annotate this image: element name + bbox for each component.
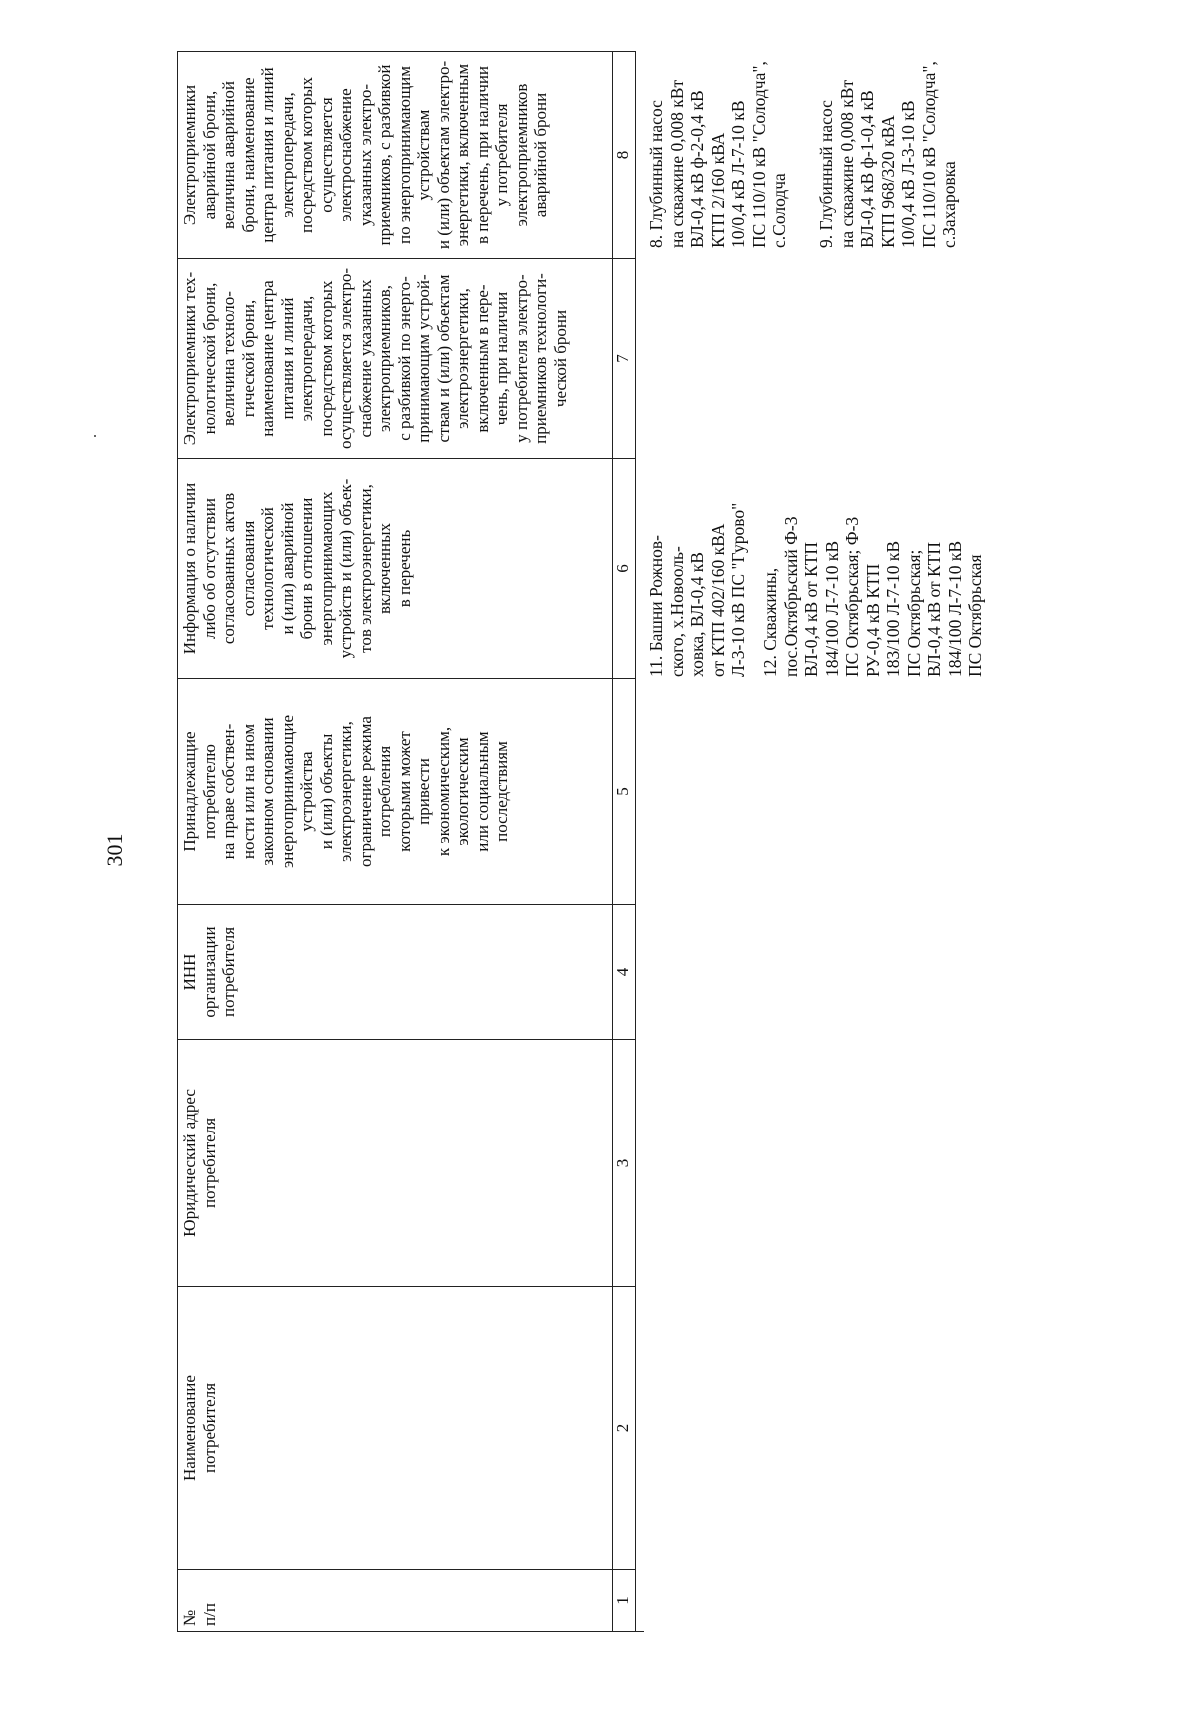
consumer-table	[177, 51, 636, 1632]
column-number: 5	[613, 679, 636, 905]
header-consumer-name: Наименование потребителя	[178, 1287, 613, 1570]
col7-entry-item-9: 9. Глубинный насос на скважине 0,008 кВт ВЛ-0,4 кВ ф-1-0,4 кВ КТП 968/320 кВА 10/0,4 кВ Л-3-10 кВ ПС 110/10 кВ "Солодча", с.Захаровка	[816, 61, 959, 248]
col5-entry-item-12: 12. Скважины, пос.Октябрьский Ф-3 ВЛ-0,4 кВ от КТП 184/100 Л-7-10 кВ ПС Октябрьская; Ф-3 РУ-0,4 кВ КТП 183/100 Л-7-10 кВ ПС Октябрьская; ВЛ-0,4 кВ от КТП 184/100 Л-7-10 кВ ПС Октябрьская	[760, 516, 985, 677]
column-number: 4	[613, 905, 636, 1040]
column-number: 8	[613, 52, 636, 259]
scan-mark	[94, 435, 96, 437]
header-technological-reserve: Электроприемники тех- нологической брони, величина техноло- гической брони, наименование центра питания и линий электропередачи, посредством которых осуществляется электро- снабжение указанных электроприемников, с разбивкой по энерго- принимающим устрой- ствам и (или) объектам электроэнергетики, включенным в пере- чень, при наличии у потребителя электро- приемников технологи- ческой брони	[178, 259, 613, 459]
header-receivers: Принадлежащие потребителю на праве собствен- ности или на ином законном основании энергопринимающие устройства и (или) объекты электроэнергетики, ограничение режима потребления которыми может привести к экономическим, экологическим или социальным последствиям	[178, 679, 613, 905]
header-legal-address: Юридический адрес потребителя	[178, 1040, 613, 1287]
header-inn: ИНН организации потребителя	[178, 905, 613, 1040]
column-number: 1	[613, 1570, 636, 1632]
column-number-row	[613, 52, 636, 1632]
col5-entry-item-11: 11. Башни Рожнов- ского, х.Новооль- ховка, ВЛ-0,4 кВ от КТП 402/160 кВА Л-3-10 кВ ПС "Гурово"	[646, 502, 748, 677]
header-row	[178, 52, 613, 1632]
col7-entry-item-8: 8. Глубинный насос на скважине 0,008 кВт ВЛ-0,4 кВ ф-2-0,4 кВ КТП 2/160 кВА 10/0,4 кВ Л-7-10 кВ ПС 110/10 кВ "Солодча", с.Солодча	[646, 61, 789, 248]
column-number: 2	[613, 1287, 636, 1570]
table-body-area	[636, 52, 1136, 1632]
header-number: № п/п	[178, 1570, 613, 1632]
header-acts-info: Информация о наличии либо об отсутствии согласованных актов согласования технологической и (или) аварийной брони в отношении энергопринимающих устройств и (или) объек- тов электроэнергетики, включенных в перечень	[178, 459, 613, 679]
header-emergency-reserve: Электроприемники аварийной брони, величина аварийной брони, наименование центра питания и линий электропередачи, посредством которых осуществляется электроснабжение указанных электро- приемников, с разбивкой по энергопринимающим устройствам и (или) объектам электро- энергетики, включенным в перечень, при наличии у потребителя электроприемников аварийной брони	[178, 52, 613, 259]
column-number: 7	[613, 259, 636, 459]
rotated-page-content	[177, 52, 1162, 1632]
column-number: 6	[613, 459, 636, 679]
page-number: 301	[102, 833, 127, 867]
column-number: 3	[613, 1040, 636, 1287]
row-border-tick	[636, 1631, 644, 1632]
